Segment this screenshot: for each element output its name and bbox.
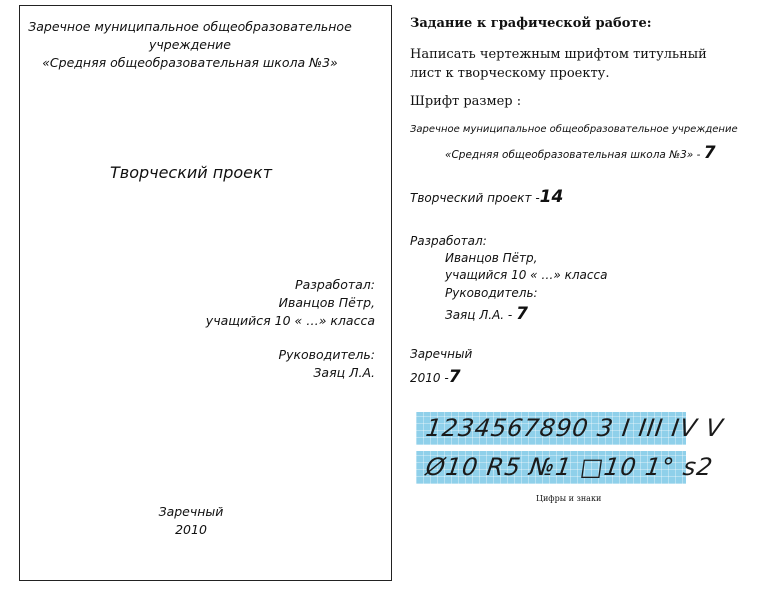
city: Заречный [158, 504, 224, 519]
size-project: 14 [539, 187, 564, 207]
example-city: Заречный [410, 347, 473, 361]
size-org: 7 [703, 143, 716, 163]
example-project [410, 187, 563, 207]
digits-strip-2 [416, 451, 715, 484]
assignment-text: Написать чертежным шрифтом титульный лист к творческому проекту. [410, 47, 707, 81]
example-project-text: Творческий проект - [410, 191, 540, 205]
example-developed: Разработал: [410, 234, 487, 248]
project-title: Творческий проект [109, 163, 273, 182]
example-org-line-2 [445, 143, 716, 163]
org-line-3: «Средняя общеобразовательная школа №3» [42, 55, 338, 70]
city-year-block [20, 503, 362, 539]
assignment-title: Задание к графической работе: [410, 16, 652, 31]
supervisor-label: Руководитель: [278, 347, 375, 362]
font-size-label: Шрифт размер : [410, 94, 522, 109]
example-supervisor-name [445, 304, 528, 324]
example-org-line-1: Заречное муниципальное общеобразовательное учреждение [410, 124, 738, 135]
digits-row-1: 1234567890 3 I III IV V [424, 414, 726, 442]
example-org-text: «Средняя общеобразовательная школа №3» - [445, 149, 701, 161]
supervisor-block [279, 346, 375, 382]
example-name: Иванцов Пётр, [445, 251, 538, 265]
example-class: учащийся 10 « …» класса [445, 268, 608, 282]
example-year-text: 2010 - [410, 371, 449, 385]
size-names: 7 [516, 304, 528, 324]
supervisor-name: Заяц Л.А. [313, 365, 375, 380]
example-year [410, 367, 461, 387]
example-supervisor: Руководитель: [445, 286, 538, 300]
example-supname-text: Заяц Л.А. - [445, 308, 513, 322]
title-page-sheet [19, 5, 392, 581]
digits-row-2: Ø10 R5 №1 □10 1° s2 [424, 453, 715, 481]
org-line-2: учреждение [149, 37, 231, 52]
digits-caption: Цифры и знаки [536, 494, 602, 503]
student-name: Иванцов Пётр, [278, 295, 375, 310]
size-city: 7 [448, 367, 461, 387]
org-line-1: Заречное муниципальное общеобразовательное [28, 19, 352, 34]
developer-label: Разработал: [295, 277, 375, 292]
student-class: учащийся 10 « …» класса [205, 313, 375, 328]
year: 2010 [175, 522, 207, 537]
organization-name [20, 18, 360, 72]
digits-strip-1 [416, 412, 726, 445]
developer-block [206, 276, 375, 330]
